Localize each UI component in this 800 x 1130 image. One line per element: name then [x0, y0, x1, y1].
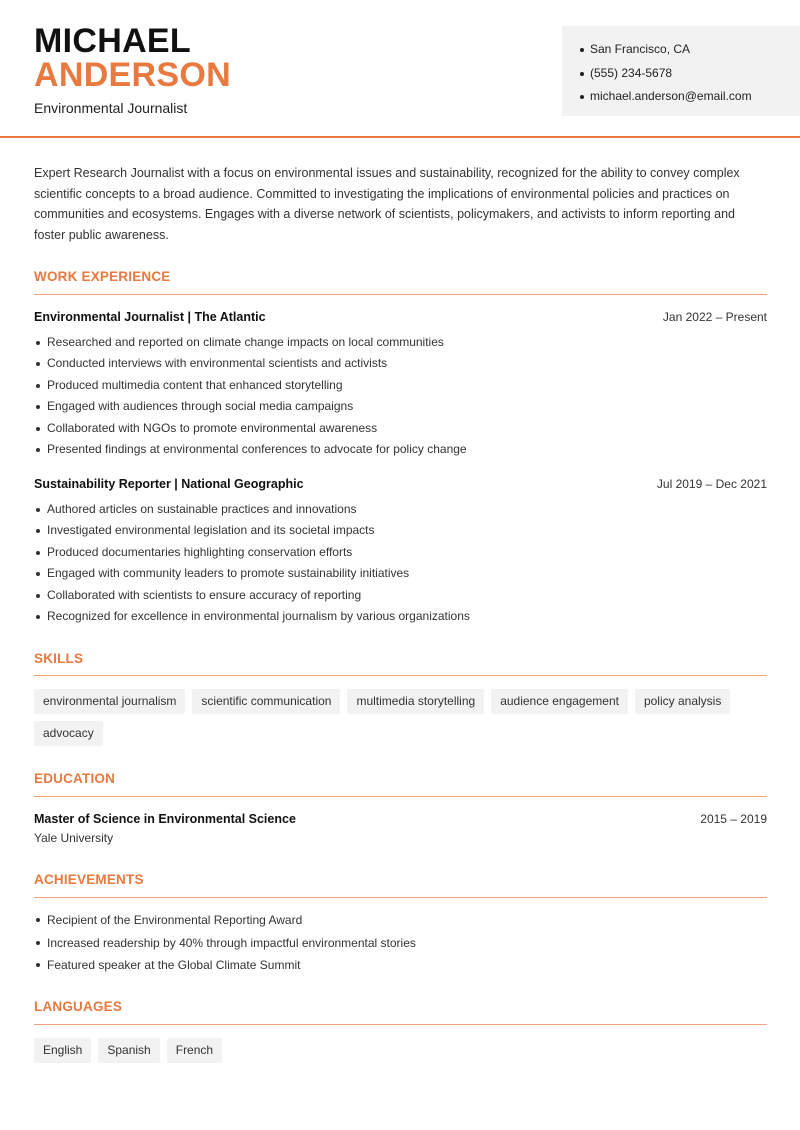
list-item: Featured speaker at the Global Climate Summit: [34, 954, 767, 977]
skill-tag: audience engagement: [491, 689, 628, 714]
list-item: Authored articles on sustainable practices and innovations: [34, 499, 767, 520]
list-item: Researched and reported on climate change impacts on local communities: [34, 332, 767, 353]
job-title: Environmental Journalist: [34, 100, 188, 116]
section-title-work: WORK EXPERIENCE: [34, 269, 171, 284]
job-dates: Jan 2022 – Present: [662, 310, 767, 324]
skill-tag: scientific communication: [192, 689, 340, 714]
list-item: Produced multimedia content that enhanced storytelling: [34, 375, 767, 396]
section-divider: [34, 796, 767, 797]
contact-box: [562, 26, 800, 116]
job-dates: Jul 2019 – Dec 2021: [656, 477, 767, 491]
education-school: Yale University: [34, 831, 114, 845]
achievements-list: [34, 909, 767, 977]
section-title-languages: LANGUAGES: [34, 999, 123, 1014]
last-name: ANDERSON: [34, 56, 231, 94]
list-item: Increased readership by 40% through impactful environmental stories: [34, 932, 767, 955]
language-tag: English: [34, 1038, 91, 1063]
job-bullets: [34, 332, 767, 460]
job-header: [34, 477, 767, 491]
list-item: Recognized for excellence in environmental journalism by various organizations: [34, 606, 767, 627]
first-name: MICHAEL: [34, 22, 191, 60]
section-divider: [34, 897, 767, 898]
job-role: Environmental Journalist | The Atlantic: [34, 310, 266, 324]
resume-header: [0, 0, 800, 138]
list-item: Conducted interviews with environmental scientists and activists: [34, 353, 767, 374]
summary-paragraph: Expert Research Journalist with a focus on environmental issues and sustainability, recognized for the ability to convey complex scientific concepts to a broad audience. Committed to investigating the implications of environmental policies and practices on communities and ecosystems. Engages with a diverse network of scientists, policymakers, and activists to inform reporting and foster public awareness.: [34, 166, 740, 243]
language-tag: French: [167, 1038, 222, 1063]
education-degree: Master of Science in Environmental Science: [34, 812, 296, 826]
section-divider: [34, 1024, 767, 1025]
language-tag: Spanish: [98, 1038, 159, 1063]
skill-tag: multimedia storytelling: [347, 689, 484, 714]
skill-tag: environmental journalism: [34, 689, 185, 714]
section-title-achievements: ACHIEVEMENTS: [34, 872, 144, 887]
section-title-skills: SKILLS: [34, 651, 84, 666]
contact-email[interactable]: michael.anderson@email.com: [580, 85, 800, 109]
list-item: Engaged with audiences through social media campaigns: [34, 396, 767, 417]
skills-list: [34, 689, 767, 746]
education-dates: 2015 – 2019: [700, 812, 767, 826]
skill-tag: advocacy: [34, 721, 103, 746]
languages-list: [34, 1038, 767, 1063]
contact-location: San Francisco, CA: [580, 38, 800, 62]
job-header: [34, 310, 767, 324]
section-title-education: EDUCATION: [34, 771, 116, 786]
list-item: Presented findings at environmental conferences to advocate for policy change: [34, 439, 767, 460]
list-item: Produced documentaries highlighting conservation efforts: [34, 542, 767, 563]
list-item: Collaborated with NGOs to promote environmental awareness: [34, 418, 767, 439]
list-item: Collaborated with scientists to ensure accuracy of reporting: [34, 585, 767, 606]
job-role: Sustainability Reporter | National Geographic: [34, 477, 304, 491]
skill-tag: policy analysis: [635, 689, 730, 714]
list-item: Recipient of the Environmental Reporting Award: [34, 909, 767, 932]
section-divider: [34, 675, 767, 676]
job-bullets: [34, 499, 767, 627]
section-divider: [34, 294, 767, 295]
contact-phone: (555) 234-5678: [580, 62, 800, 86]
list-item: Investigated environmental legislation and its societal impacts: [34, 520, 767, 541]
list-item: Engaged with community leaders to promote sustainability initiatives: [34, 563, 767, 584]
